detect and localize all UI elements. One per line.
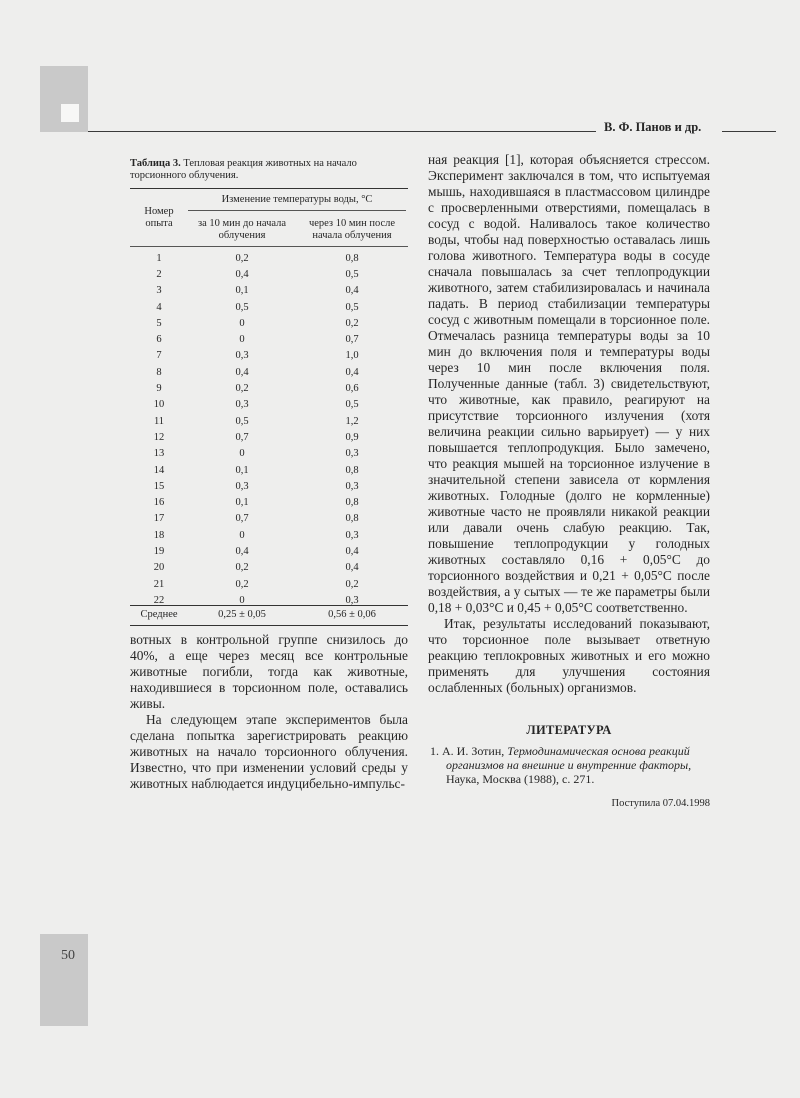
table-body: [130, 250, 408, 609]
row-before: 0,2: [235, 383, 249, 395]
row-before: 0,3: [235, 480, 249, 492]
row-after: 0,3: [345, 480, 359, 492]
page-number: 50: [61, 948, 75, 963]
table-row: [130, 299, 408, 315]
row-after: 0,9: [345, 431, 359, 443]
row-number: 1: [156, 252, 162, 264]
row-before: 0,7: [235, 513, 249, 525]
row-after: 0,4: [345, 545, 359, 557]
row-after: 0,5: [345, 268, 359, 280]
left-column: [130, 632, 408, 792]
table-caption-label: Таблица 3.: [130, 158, 181, 169]
row-number: 11: [153, 415, 165, 427]
row-after: 0,4: [345, 366, 359, 378]
table-row: [130, 364, 408, 380]
table-header-bottom-rule: [130, 246, 408, 247]
row-before: 0,3: [235, 350, 249, 362]
row-before: 0,2: [235, 578, 249, 590]
row-number: 13: [153, 448, 165, 460]
table-caption: [130, 158, 410, 182]
header-rule: [88, 131, 596, 132]
table-row: [130, 266, 408, 282]
row-number: 3: [156, 285, 162, 297]
row-after: 0,4: [345, 285, 359, 297]
row-after: 0,8: [345, 252, 359, 264]
table-row: [130, 527, 408, 543]
table-rule-bottom: [130, 625, 408, 626]
row-before: 0,4: [235, 268, 249, 280]
reference-1-author: А. И. Зотин,: [442, 744, 505, 758]
row-before: 0,4: [235, 366, 249, 378]
reference-1: [428, 744, 710, 786]
received-date: Поступила 07.04.1998: [611, 798, 710, 809]
table-row: [130, 446, 408, 462]
table-caption-text: Тепловая реакция животных на начало торсионного облучения.: [130, 158, 357, 181]
row-before: 0,5: [235, 415, 249, 427]
table-row: [130, 348, 408, 364]
row-before: 0,3: [235, 399, 249, 411]
row-after: 0,8: [345, 513, 359, 525]
row-after: 0,4: [345, 562, 359, 574]
row-number: 17: [153, 513, 165, 525]
row-number: 16: [153, 497, 165, 509]
right-paragraph-2: Итак, результаты исследований показывают, что торсионное поле вызывает ответную реакцию теплокровных животных и его можно применять для улучшения состояния ослабленных (больных) организмов.: [428, 616, 710, 695]
literature-title: ЛИТЕРАТУРА: [526, 723, 612, 737]
row-number: 4: [156, 301, 162, 313]
row-after: 0,2: [345, 578, 359, 590]
row-after: 0,5: [345, 301, 359, 313]
row-number: 10: [153, 399, 165, 411]
row-number: 12: [153, 431, 165, 443]
table-header-before: за 10 мин до начала облучения: [197, 218, 287, 241]
row-after: 0,5: [345, 399, 359, 411]
row-before: 0: [239, 448, 245, 460]
reference-1-publisher: Наука, Москва (1988), с. 271.: [446, 772, 595, 786]
table-row: [130, 429, 408, 445]
left-paragraph-1: вотных в контрольной группе снизилось до 40%, а еще через месяц все контрольные животные погибли, тогда как животные, находившиеся в торсионном поле, оставались живы.: [130, 632, 408, 711]
row-before: 0: [239, 317, 245, 329]
row-before: 0,2: [235, 562, 249, 574]
table-average-rule: [130, 605, 408, 606]
right-paragraph-1: ная реакция [1], которая объясняется стрессом. Эксперимент заключался в том, что испытуемая мышь, находившаяся в пластмассовом цилиндре с просверленными отверстиями, помещалась в сосуд с водой. Наливалось такое количество воды, чтобы над поверхностью оставалась лишь голова животного. Температура воды в сосуде сначала повышалась за счет теплопродукции животного, затем стабилизировалась и начинала падать. В период стабилизации температуры сосуд с животным помещали в торсионное поле. Отмечалась разница температуры воды за 10 мин до включения поля и температуры воды через 10 мин после включения поля. Полученные данные (табл. 3) свидетельствуют, что животные, как правило, реагируют на присутствие торсионного излучения (хотя величина реакции сильно варьирует) — у них повышается теплопродукция. Было замечено, что реакция мышей на торсионное излучение в значительной степени зависела от кормления животных. Голодные (долго не кормленные) животные часто не проявляли никакой реакции или давали очень слабую реакцию. Так, повышение теплопродукции у голодных животных составляло 0,16 + 0,05°С до торсионного воздействия и 0,21 + 0,05°С после воздействия, а у сытых — те же параметры были 0,18 + 0,03°С и 0,45 + 0,05°С соответственно.: [428, 152, 710, 615]
row-number: 14: [153, 464, 165, 476]
table-header-number: Номер опыта: [144, 206, 174, 229]
table-row: [130, 315, 408, 331]
row-number: 18: [153, 529, 165, 541]
row-number: 22: [153, 594, 165, 606]
row-number: 8: [156, 366, 162, 378]
row-before: 0,5: [235, 301, 249, 313]
row-before: 0: [239, 594, 245, 606]
table-header-group: Изменение температуры воды, °С: [221, 194, 373, 205]
table-average-row: [130, 609, 408, 620]
row-after: 0,8: [345, 497, 359, 509]
row-before: 0: [239, 334, 245, 346]
running-head: В. Ф. Панов и др.: [604, 120, 702, 134]
table-row: [130, 462, 408, 478]
table-row: [130, 250, 408, 266]
row-after: 1,0: [345, 350, 359, 362]
table-header-rule: [188, 210, 406, 211]
row-before: 0,7: [235, 431, 249, 443]
row-after: 0,8: [345, 464, 359, 476]
table-rule-top: [130, 188, 408, 189]
row-after: 0,6: [345, 383, 359, 395]
row-number: 20: [153, 562, 165, 574]
row-number: 19: [153, 545, 165, 557]
decorative-corner-block: [40, 66, 88, 132]
table-row: [130, 494, 408, 510]
table-row: [130, 478, 408, 494]
average-after: 0,56 ± 0,06: [328, 609, 376, 620]
row-before: 0,4: [235, 545, 249, 557]
row-number: 6: [156, 334, 162, 346]
table-row: [130, 543, 408, 559]
row-after: 0,3: [345, 448, 359, 460]
row-before: 0,1: [235, 464, 249, 476]
row-number: 5: [156, 317, 162, 329]
row-number: 2: [156, 268, 162, 280]
row-before: 0,2: [235, 252, 249, 264]
reference-1-number: 1.: [430, 744, 439, 758]
row-number: 21: [153, 578, 165, 590]
reference-1-title: Термодинамическая основа реакций организмов на внешние и внутренние факторы,: [446, 744, 692, 772]
row-before: 0: [239, 529, 245, 541]
table-row: [130, 576, 408, 592]
row-number: 15: [153, 480, 165, 492]
table-row: [130, 380, 408, 396]
row-before: 0,1: [235, 285, 249, 297]
row-after: 0,3: [345, 594, 359, 606]
table-row: [130, 413, 408, 429]
table-row: [130, 511, 408, 527]
row-number: 9: [156, 383, 162, 395]
row-before: 0,1: [235, 497, 249, 509]
table-row: [130, 397, 408, 413]
row-after: 0,7: [345, 334, 359, 346]
header-rule-short: [722, 131, 776, 132]
row-number: 7: [156, 350, 162, 362]
row-after: 0,3: [345, 529, 359, 541]
average-before: 0,25 ± 0,05: [218, 609, 266, 620]
table-header-after: через 10 мин после начала облучения: [308, 218, 396, 241]
row-after: 1,2: [345, 415, 359, 427]
row-after: 0,2: [345, 317, 359, 329]
table-row: [130, 592, 408, 608]
table-row: [130, 560, 408, 576]
decorative-square: [61, 104, 79, 122]
average-label: Среднее: [140, 609, 178, 620]
table-row: [130, 283, 408, 299]
left-paragraph-2: На следующем этапе экспериментов была сделана попытка зарегистрировать реакцию животных на начало торсионного облучения. Известно, что при изменении условий среды у животных наблюдается индуцибельно-импульс-: [130, 712, 408, 791]
right-column: [428, 152, 710, 812]
table-row: [130, 331, 408, 347]
